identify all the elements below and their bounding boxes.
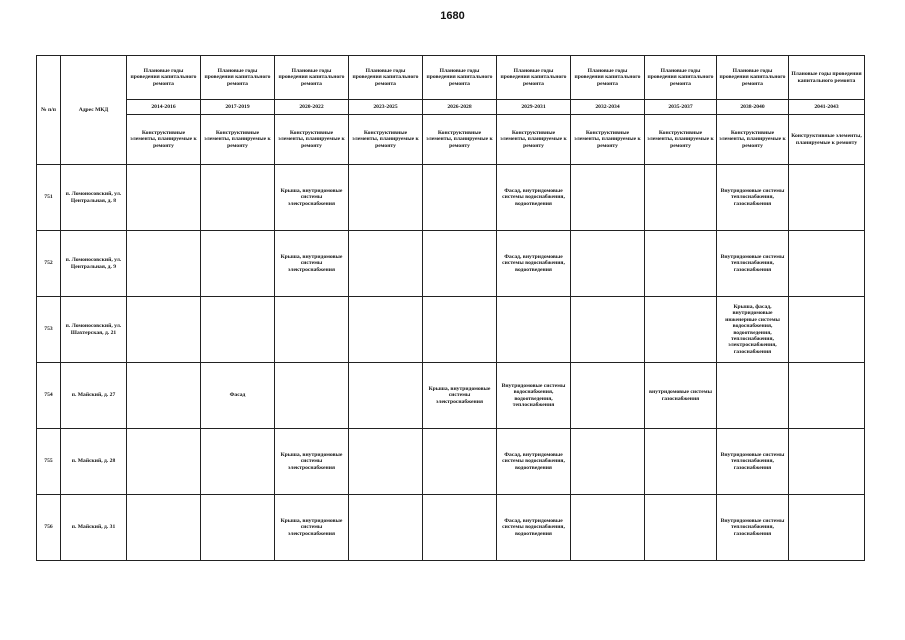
period-years-header: 2038-2040 bbox=[717, 100, 789, 115]
table-row bbox=[37, 429, 865, 495]
repair-elements-cell bbox=[127, 495, 201, 561]
repair-elements-cell: Внутридомовые системы теплоснабжения, газоснабжения bbox=[717, 165, 789, 231]
row-address: п. Майский, д. 31 bbox=[61, 495, 127, 561]
table-row bbox=[37, 165, 865, 231]
repair-elements-cell bbox=[789, 495, 865, 561]
repair-elements-cell bbox=[789, 165, 865, 231]
period-title-header: Плановые годы проведения капитального ремонта bbox=[275, 56, 349, 100]
period-elements-header: Конструктивные элементы, планируемые к ремонту bbox=[127, 115, 201, 165]
repair-elements-cell bbox=[127, 363, 201, 429]
repair-elements-cell: Фасад, внутридомовые системы водоснабжения, водоотведения bbox=[497, 165, 571, 231]
repair-elements-cell: Фасад, внутридомовые системы водоснабжения, водоотведения bbox=[497, 429, 571, 495]
repair-elements-cell bbox=[571, 165, 645, 231]
repair-elements-cell: Крыша, внутридомовые системы электроснабжения bbox=[275, 165, 349, 231]
period-title-header: Плановые годы проведения капитального ремонта bbox=[201, 56, 275, 100]
row-number: 755 bbox=[37, 429, 61, 495]
period-elements-header: Конструктивные элементы, планируемые к ремонту bbox=[571, 115, 645, 165]
repair-elements-cell bbox=[571, 429, 645, 495]
row-number: 753 bbox=[37, 297, 61, 363]
repair-elements-cell: Крыша, фасад, внутридомовые инженерные системы водоснабжения, водоотведения, теплоснабжения, электроснабжения, газоснабжения bbox=[717, 297, 789, 363]
period-elements-header: Конструктивные элементы, планируемые к ремонту bbox=[497, 115, 571, 165]
table-row bbox=[37, 363, 865, 429]
period-years-header: 2014-2016 bbox=[127, 100, 201, 115]
repair-elements-cell bbox=[349, 297, 423, 363]
period-title-header: Плановые годы проведения капитального ремонта bbox=[645, 56, 717, 100]
repair-elements-cell: Крыша, внутридомовые системы электроснабжения bbox=[275, 231, 349, 297]
repair-elements-cell bbox=[645, 165, 717, 231]
repair-elements-cell: внутридомовые системы газоснабжения bbox=[645, 363, 717, 429]
header-subtitle-row bbox=[37, 115, 865, 165]
repair-elements-cell bbox=[201, 429, 275, 495]
repair-elements-cell: Крыша, внутридомовые системы электроснабжения bbox=[275, 429, 349, 495]
period-years-header: 2026-2028 bbox=[423, 100, 497, 115]
repair-elements-cell bbox=[349, 231, 423, 297]
repair-schedule-table bbox=[36, 55, 865, 561]
repair-elements-cell bbox=[571, 363, 645, 429]
repair-elements-cell: Внутридомовые системы водоснабжения, водоотведения, теплоснабжения bbox=[497, 363, 571, 429]
repair-elements-cell bbox=[571, 231, 645, 297]
repair-elements-cell bbox=[127, 429, 201, 495]
row-number: 751 bbox=[37, 165, 61, 231]
period-elements-header: Конструктивные элементы, планируемые к ремонту bbox=[349, 115, 423, 165]
period-elements-header: Конструктивные элементы, планируемые к ремонту bbox=[275, 115, 349, 165]
period-title-header: Плановые годы проведения капитального ремонта bbox=[497, 56, 571, 100]
header-title-row bbox=[37, 56, 865, 100]
repair-elements-cell: Крыша, внутридомовые системы электроснабжения bbox=[275, 495, 349, 561]
period-title-header: Плановые годы проведения капитального ремонта bbox=[423, 56, 497, 100]
table-row bbox=[37, 297, 865, 363]
repair-elements-cell: Внутридомовые системы теплоснабжения, газоснабжения bbox=[717, 231, 789, 297]
period-elements-header: Конструктивные элементы, планируемые к ремонту bbox=[717, 115, 789, 165]
repair-elements-cell bbox=[497, 297, 571, 363]
repair-elements-cell bbox=[423, 495, 497, 561]
row-number: 754 bbox=[37, 363, 61, 429]
page-number: 1680 bbox=[440, 10, 465, 22]
table-row bbox=[37, 495, 865, 561]
table-row bbox=[37, 231, 865, 297]
repair-elements-cell bbox=[201, 495, 275, 561]
repair-elements-cell bbox=[349, 429, 423, 495]
repair-elements-cell bbox=[275, 297, 349, 363]
period-years-header: 2032-2034 bbox=[571, 100, 645, 115]
period-elements-header: Конструктивные элементы, планируемые к ремонту bbox=[645, 115, 717, 165]
table-body bbox=[37, 165, 865, 561]
period-years-header: 2020-2022 bbox=[275, 100, 349, 115]
period-title-header: Плановые годы проведения капитального ремонта bbox=[349, 56, 423, 100]
repair-elements-cell bbox=[645, 429, 717, 495]
row-address: п. Ломоносовский, ул. Центральная, д. 9 bbox=[61, 231, 127, 297]
repair-elements-cell bbox=[789, 297, 865, 363]
period-years-header: 2023-2025 bbox=[349, 100, 423, 115]
repair-elements-cell: Фасад, внутридомовые системы водоснабжения, водоотведения bbox=[497, 231, 571, 297]
repair-elements-cell bbox=[201, 165, 275, 231]
repair-elements-cell: Внутридомовые системы теплоснабжения, газоснабжения bbox=[717, 495, 789, 561]
repair-elements-cell bbox=[349, 363, 423, 429]
repair-elements-cell bbox=[127, 297, 201, 363]
row-number: 752 bbox=[37, 231, 61, 297]
repair-elements-cell bbox=[349, 165, 423, 231]
repair-elements-cell bbox=[423, 231, 497, 297]
period-years-header: 2035-2037 bbox=[645, 100, 717, 115]
period-title-header: Плановые годы проведения капитального ремонта bbox=[127, 56, 201, 100]
repair-elements-cell bbox=[645, 495, 717, 561]
repair-elements-cell: Крыша, внутридомовые системы электроснабжения bbox=[423, 363, 497, 429]
header-years-row bbox=[37, 100, 865, 115]
col-num-header: № п/п bbox=[37, 56, 61, 165]
repair-elements-cell bbox=[645, 297, 717, 363]
repair-elements-cell: Внутридомовые системы теплоснабжения, газоснабжения bbox=[717, 429, 789, 495]
period-title-header: Плановые годы проведения капитального ремонта bbox=[789, 56, 865, 100]
period-years-header: 2029-2031 bbox=[497, 100, 571, 115]
repair-elements-cell bbox=[423, 165, 497, 231]
col-address-header: Адрес МКД bbox=[61, 56, 127, 165]
repair-elements-cell bbox=[571, 495, 645, 561]
row-number: 756 bbox=[37, 495, 61, 561]
repair-elements-cell bbox=[423, 297, 497, 363]
row-address: п. Майский, д. 28 bbox=[61, 429, 127, 495]
repair-elements-cell bbox=[275, 363, 349, 429]
period-years-header: 2017-2019 bbox=[201, 100, 275, 115]
period-title-header: Плановые годы проведения капитального ремонта bbox=[571, 56, 645, 100]
period-elements-header: Конструктивные элементы, планируемые к ремонту bbox=[201, 115, 275, 165]
repair-elements-cell bbox=[201, 231, 275, 297]
period-years-header: 2041-2043 bbox=[789, 100, 865, 115]
period-elements-header: Конструктивные элементы, планируемые к ремонту bbox=[789, 115, 865, 165]
repair-elements-cell bbox=[789, 363, 865, 429]
repair-elements-cell bbox=[201, 297, 275, 363]
repair-elements-cell bbox=[645, 231, 717, 297]
period-elements-header: Конструктивные элементы, планируемые к ремонту bbox=[423, 115, 497, 165]
repair-elements-cell bbox=[571, 297, 645, 363]
row-address: п. Майский, д. 27 bbox=[61, 363, 127, 429]
row-address: п. Ломоносовский, ул. Центральная, д. 8 bbox=[61, 165, 127, 231]
repair-elements-cell bbox=[349, 495, 423, 561]
period-title-header: Плановые годы проведения капитального ремонта bbox=[717, 56, 789, 100]
row-address: п. Ломоносовский, ул. Шахтерская, д. 21 bbox=[61, 297, 127, 363]
repair-elements-cell: Фасад, внутридомовые системы водоснабжения, водоотведения bbox=[497, 495, 571, 561]
repair-elements-cell: Фасад bbox=[201, 363, 275, 429]
repair-elements-cell bbox=[127, 231, 201, 297]
repair-elements-cell bbox=[127, 165, 201, 231]
repair-elements-cell bbox=[789, 231, 865, 297]
repair-elements-cell bbox=[423, 429, 497, 495]
repair-elements-cell bbox=[789, 429, 865, 495]
repair-elements-cell bbox=[717, 363, 789, 429]
